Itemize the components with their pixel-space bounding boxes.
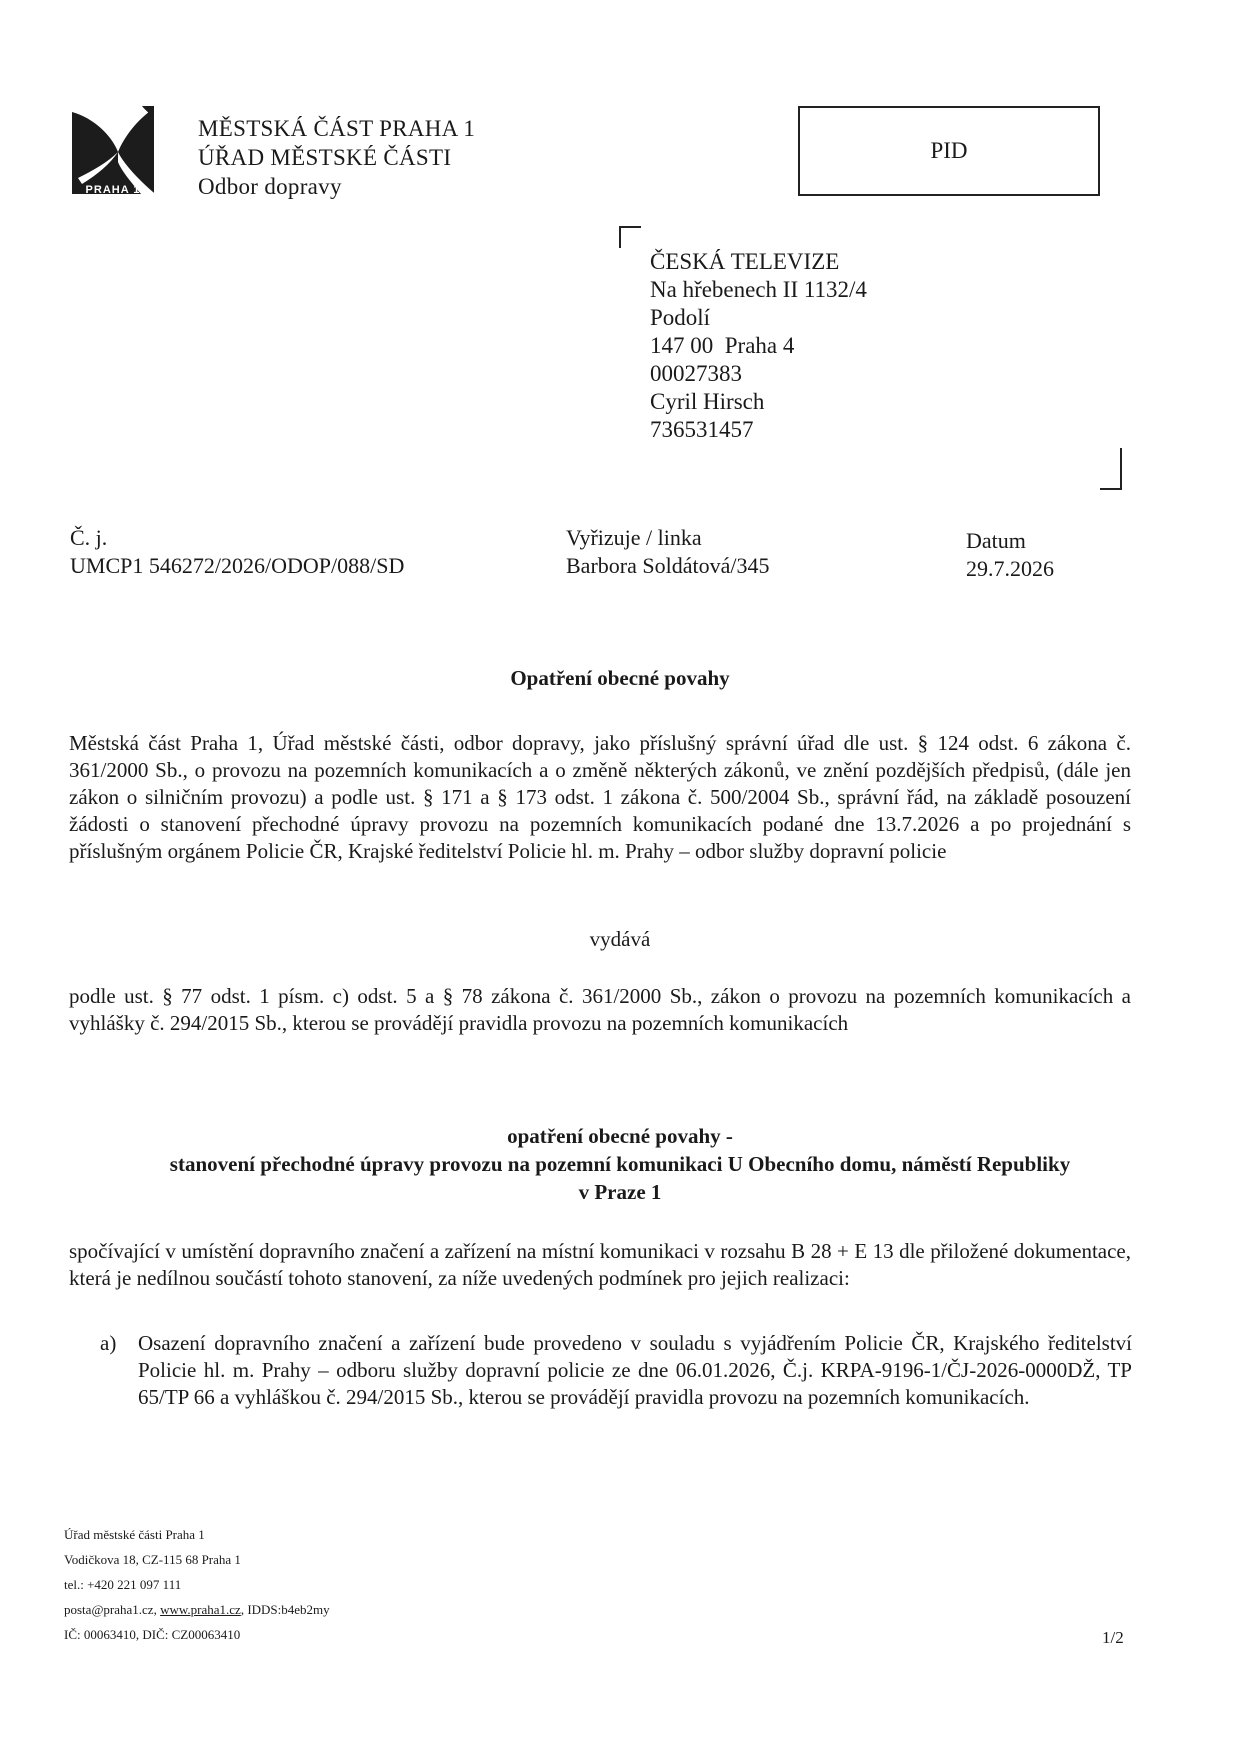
condition-item-text: Osazení dopravního značení a zařízení bude provedeno v souladu s vyjádřením Policie ČR, Krajského ředitelství Policie hl. m. Prahy – odboru služby dopravní policie ze dne 06.01.2026, Č.j. KRPA-9196-1/ČJ-2026-0000DŽ, TP 65/TP 66 a vyhláškou č. 294/2015 Sb., kterou se provádějí pravidla provozu na pozemních komunikacích. xyxy=(138,1331,1132,1409)
handler-value: Barbora Soldátová/345 xyxy=(566,553,770,578)
footer-address: Vodičkova 18, CZ-115 68 Praha 1 xyxy=(64,1552,241,1567)
org-office: ÚŘAD MĚSTSKÉ ČÁSTI xyxy=(198,145,452,170)
footer-office: Úřad městské části Praha 1 xyxy=(64,1527,205,1542)
date-block xyxy=(966,527,1054,583)
page-number: 1/2 xyxy=(1102,1628,1124,1647)
footer-email[interactable]: posta@praha1.cz xyxy=(64,1602,154,1617)
handler-block xyxy=(566,524,769,580)
reference-number-block xyxy=(70,524,404,580)
footer-phone: tel.: +420 221 097 111 xyxy=(64,1577,182,1592)
date-label: Datum xyxy=(966,528,1026,553)
scope-paragraph: spočívající v umístění dopravního značení a zařízení na místní komunikaci v rozsahu B 28 + E 13 dle přiložené dokumentace, která je nedílnou součástí tohoto stanovení, za níže uvedených podmínek pro jejich realizaci: xyxy=(69,1239,1131,1290)
praha1-logo xyxy=(72,106,164,202)
footer-separator: , xyxy=(153,1602,161,1617)
recipient-contact: Cyril Hirsch xyxy=(650,389,765,414)
handler-label: Vyřizuje / linka xyxy=(566,525,702,550)
condition-item-marker: a) xyxy=(100,1331,117,1355)
recipient-id: 00027383 xyxy=(650,361,742,386)
org-department: Odbor dopravy xyxy=(198,174,342,199)
reference-label: Č. j. xyxy=(70,525,108,550)
recipient-city: 147 00 Praha 4 xyxy=(650,333,795,358)
logo-text: PRAHA 1 xyxy=(85,184,141,196)
recipient-district: Podolí xyxy=(650,305,711,330)
footer-contact xyxy=(64,1522,330,1647)
recipient-phone: 736531457 xyxy=(650,417,754,442)
footer-online xyxy=(64,1597,330,1622)
recipient-street: Na hřebenech II 1132/4 xyxy=(650,277,867,302)
issues-word: vydává xyxy=(589,927,651,951)
reference-value: UMCP1 546272/2026/ODOP/088/SD xyxy=(70,553,405,578)
recipient-address xyxy=(650,248,867,444)
condition-item-a xyxy=(100,1330,1132,1411)
org-header xyxy=(198,114,475,201)
date-value: 29.7.2026 xyxy=(966,556,1054,581)
pid-box xyxy=(798,106,1100,196)
decision-title-line3: v Praze 1 xyxy=(578,1180,662,1204)
footer-idds: , IDDS:b4eb2my xyxy=(240,1602,330,1617)
footer-web-link[interactable]: www.praha1.cz xyxy=(160,1602,241,1617)
decision-title xyxy=(40,1122,1200,1206)
document-title: Opatření obecné povahy xyxy=(510,666,730,690)
decision-title-line2: stanovení přechodné úpravy provozu na pozemní komunikaci U Obecního domu, náměstí Republiky xyxy=(169,1152,1071,1176)
pid-label: PID xyxy=(930,138,968,163)
legal-basis-paragraph: podle ust. § 77 odst. 1 písm. c) odst. 5 a § 78 zákona č. 361/2000 Sb., zákon o provozu na pozemních komunikacích a vyhlášky č. 294/2015 Sb., kterou se provádějí pravidla provozu na pozemních komunikacích xyxy=(69,984,1131,1035)
address-corner-top-left xyxy=(619,226,641,248)
recipient-name: ČESKÁ TELEVIZE xyxy=(650,249,840,274)
address-corner-bottom-right xyxy=(1100,448,1122,490)
org-name: MĚSTSKÁ ČÁST PRAHA 1 xyxy=(198,116,476,141)
footer-company-ids: IČ: 00063410, DIČ: CZ00063410 xyxy=(64,1627,241,1642)
decision-title-line1: opatření obecné povahy - xyxy=(507,1124,733,1148)
intro-paragraph: Městská část Praha 1, Úřad městské části, odbor dopravy, jako příslušný správní úřad dle ust. § 124 odst. 6 zákona č. 361/2000 Sb., o provozu na pozemních komunikacích a o změně některých zákonů, ve znění pozdějších předpisů, (dále jen zákon o silničním provozu) a podle ust. § 171 a § 173 odst. 1 zákona č. 500/2004 Sb., správní řád, na základě posouzení žádosti o stanovení přechodné úpravy provozu na pozemních komunikacích podané dne 13.7.2026 a po projednání s příslušným orgánem Policie ČR, Krajské ředitelství Policie hl. m. Prahy – odbor služby dopravní policie xyxy=(69,731,1131,863)
